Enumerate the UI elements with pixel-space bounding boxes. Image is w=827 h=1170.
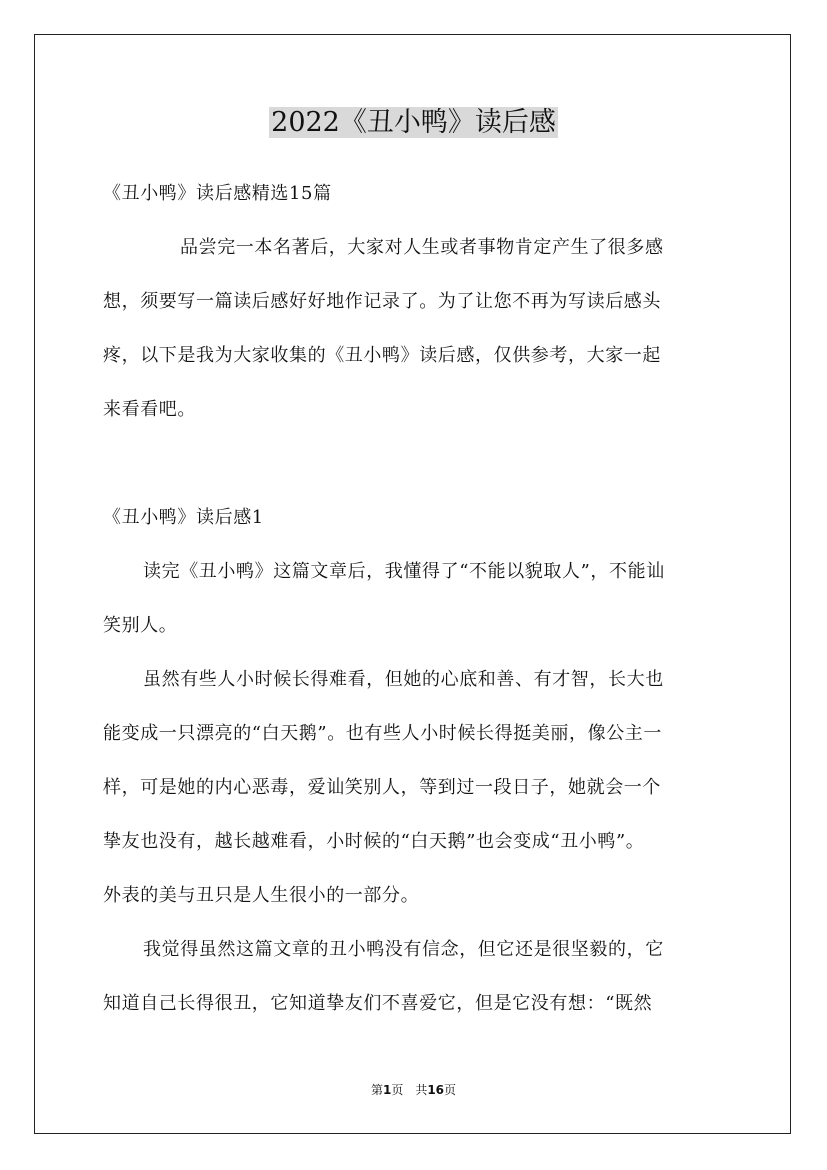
footer-prefix: 第 [370, 1083, 383, 1097]
page-footer [0, 1081, 827, 1099]
paragraph-line: 虽然有些人小时候长得难看，但她的心底和善、有才智，长大也 [143, 669, 664, 690]
paragraph-line: 我觉得虽然这篇文章的丑小鸭没有信念，但它还是很坚毅的，它 [143, 939, 664, 960]
current-page-number: 1 [382, 1083, 392, 1097]
footer-suffix: 页 [444, 1083, 457, 1097]
paragraph-line: 读完《丑小鸭》这篇文章后，我懂得了“不能以貌取人”，不能讪 [143, 561, 665, 582]
document-title [0, 102, 827, 144]
paragraph-line: 挚友也没有，越长越难看，小时候的“白天鹅”也会变成“丑小鸭”。 [103, 831, 645, 852]
paragraph-line: 知道自己长得很丑，它知道挚友们不喜爱它，但是它没有想：“既然 [103, 993, 653, 1014]
paragraph-line: 外表的美与丑只是人生很小的一部分。 [103, 885, 420, 906]
footer-middle: 页 共 [391, 1083, 428, 1097]
total-page-count: 16 [427, 1083, 445, 1097]
subtitle: 《丑小鸭》读后感精选15篇 [103, 183, 332, 204]
document-title-text: 2022《丑小鸭》读后感 [271, 107, 556, 138]
paragraph-line: 样，可是她的内心恶毒，爱讪笑别人，等到过一段日子，她就会一个 [103, 777, 661, 798]
intro-line: 疼，以下是我为大家收集的《丑小鸭》读后感，仅供参考，大家一起 [103, 345, 661, 366]
section-heading: 《丑小鸭》读后感1 [103, 507, 264, 528]
intro-line: 想，须要写一篇读后感好好地作记录了。为了让您不再为写读后感头 [103, 291, 661, 312]
intro-line: 来看看吧。 [103, 399, 196, 420]
paragraph-line: 能变成一只漂亮的“白天鹅”。也有些人小时候长得挺美丽，像公主一 [103, 723, 663, 744]
intro-line: 品尝完一本名著后，大家对人生或者事物肯定产生了很多感 [180, 237, 664, 258]
paragraph-line: 笑别人。 [103, 615, 178, 636]
